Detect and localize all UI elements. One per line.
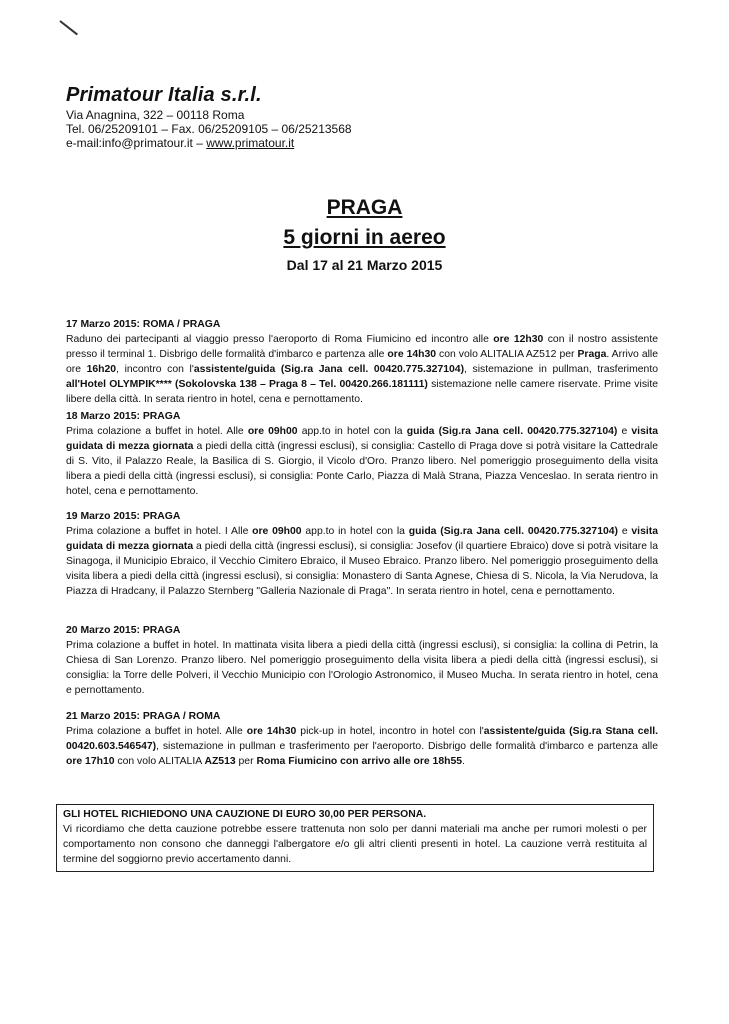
text-run: ore 17h10 [66, 755, 115, 767]
notice-text: Vi ricordiamo che detta cauzione potrebbe essere trattenuta non solo per danni materiali ma anche per rumori molesti o per comportamento non consono che danneggi l'albergatore e/o gli altri clienti presenti in hotel. La cauzione verrà restituita al termine del soggiorno previo accertamento danni. [63, 823, 647, 865]
itinerary-day-3 [66, 510, 658, 599]
company-name: Primatour Italia s.r.l. [66, 84, 262, 106]
day-text [66, 525, 658, 600]
company-website-link[interactable]: www.primatour.it [206, 136, 295, 150]
scan-mark [59, 20, 78, 35]
notice-heading: GLI HOTEL RICHIEDONO UNA CAUZIONE DI EURO 30,00 PER PERSONA. [63, 809, 427, 820]
title-destination: PRAGA [326, 196, 403, 219]
itinerary-day-5 [66, 710, 658, 770]
text-run: app.to in hotel con la [297, 425, 407, 437]
itinerary-day-4 [66, 624, 658, 699]
text-run: visita guidata di mezza giornata [66, 425, 658, 452]
itinerary-day-2 [66, 410, 658, 499]
text-run: e [618, 525, 632, 537]
text-run: AZ513 [204, 755, 236, 767]
text-run: Praga [577, 348, 607, 360]
text-run: , incontro con l' [116, 363, 194, 375]
text-run: all'Hotel OLYMPIK**** (Sokolovska 138 – Praga 8 – Tel. 00420.266.181111) [66, 378, 428, 390]
company-email: e-mail:info@primatour.it – [66, 136, 207, 150]
text-run: con volo ALITALIA AZ512 per [436, 348, 578, 360]
day-heading: 19 Marzo 2015: PRAGA [66, 511, 181, 522]
text-run: a piedi della città (ingressi esclusi), si consiglia: Castello di Praga dove si potrà visitare la Cattedrale di S. Vito, il Palazzo Reale, la Basilica di S. Giorgio, il Vicolo d'Oro. Pranzo libero. Nel pomeriggio proseguimento della visita libera a piedi della città (ingressi esclusi), si consiglia: Ponte Carlo, Piazza di Malà Strana, Piazza Venceslao. In serata rientro in hotel, cena e pernottamento. [66, 440, 658, 497]
text-run: Prima colazione a buffet in hotel. Alle [66, 725, 247, 737]
text-run: Raduno dei partecipanti al viaggio presso l'aeroporto di Roma Fiumicino ed incontro alle [66, 333, 494, 345]
day-text [66, 333, 658, 408]
text-run: . Arrivo alle ore [66, 348, 658, 375]
text-run: assistente/guida (Sig.ra Stana cell. 00420.603.546547) [66, 725, 658, 752]
text-run: con il nostro assistente presso il terminal 1. Disbrigo delle formalità d'imbarco e partenza alle [66, 333, 658, 360]
text-run: Prima colazione a buffet in hotel. Alle [66, 425, 248, 437]
company-contacts [66, 136, 486, 150]
company-phone: Tel. 06/25209101 – Fax. 06/25209105 – 06/25213568 [66, 122, 352, 136]
text-run: ore 09h00 [247, 425, 298, 437]
text-run: , sistemazione in pullman, trasferimento [464, 363, 658, 375]
deposit-notice-box [56, 804, 654, 872]
text-run: con volo ALITALIA [114, 755, 205, 767]
text-run: ore 14h30 [246, 725, 297, 737]
text-run: 16h20 [86, 363, 117, 375]
title-dates: Dal 17 al 21 Marzo 2015 [286, 257, 443, 273]
text-run: guida (Sig.ra Jana cell. 00420.775.327104) [406, 425, 618, 437]
text-run: visita guidata di mezza giornata [66, 525, 658, 552]
text-run: per [235, 755, 257, 767]
text-run: Prima colazione a buffet in hotel. I Alle [66, 525, 253, 537]
text-run: Prima colazione a buffet in hotel. In mattinata visita libera a piedi della città (ingressi esclusi), si consiglia: la collina di Petrin, la Chiesa di San Lorenzo. Pranzo libero. Nel pomeriggio proseguimento della visita libera a piedi della città (ingressi esclusi), si consiglia: la Torre delle Polveri, il Vecchio Municipio con l'Orologio Astronomico, il Museo Mucha. In serata rientro in hotel, cena e pernottamento. [66, 639, 658, 696]
company-address: Via Anagnina, 322 – 00118 Roma [66, 108, 245, 122]
text-run: assistente/guida (Sig.ra Jana cell. 00420.775.327104) [193, 363, 465, 375]
itinerary-day-1 [66, 318, 658, 407]
text-run: app.to in hotel con la [301, 525, 409, 537]
text-run: Roma Fiumicino con arrivo alle ore 18h55 [256, 755, 463, 767]
text-run: ore 14h30 [387, 348, 437, 360]
text-run: pick-up in hotel, incontro in hotel con l' [296, 725, 484, 737]
text-run: sistemazione nelle camere riservate. Prime visite libere della città. In serata rientro in hotel, cena e pernottamento. [66, 378, 658, 405]
text-run: a piedi della città (ingressi esclusi), si consiglia: Josefov (il quartiere Ebraico) dove si potrà visitare la Sinagoga, il Municipio Ebraico, il Vecchio Cimitero Ebraico, il Museo Ebraico. Pranzo libero. Nel pomeriggio proseguimento della visita libera a piedi della città (ingressi esclusi), si consiglia: Monastero di Santa Agnese, Chiesa di S. Nicola, la Via Nerudova, la Piazza di Hradcany, il Palazzo Sternberg "Galleria Nazionale di Praga". In serata rientro in hotel, cena e pernottamento. [66, 540, 658, 597]
day-heading: 20 Marzo 2015: PRAGA [66, 625, 181, 636]
text-run: ore 12h30 [493, 333, 544, 345]
title-subtitle: 5 giorni in aereo [283, 226, 446, 249]
day-heading: 18 Marzo 2015: PRAGA [66, 411, 181, 422]
day-text [66, 425, 658, 500]
text-run: e [617, 425, 632, 437]
text-run: . [462, 755, 465, 767]
day-heading: 21 Marzo 2015: PRAGA / ROMA [66, 711, 221, 722]
text-run: guida (Sig.ra Jana cell. 00420.775.327104) [408, 525, 619, 537]
text-run: , sistemazione in pullman e trasferimento per l'aeroporto. Disbrigo delle formalità d'imbarco e partenza alle [156, 740, 658, 752]
day-heading: 17 Marzo 2015: ROMA / PRAGA [66, 319, 221, 330]
day-text [66, 639, 658, 699]
text-run: ore 09h00 [252, 525, 302, 537]
day-text [66, 725, 658, 770]
